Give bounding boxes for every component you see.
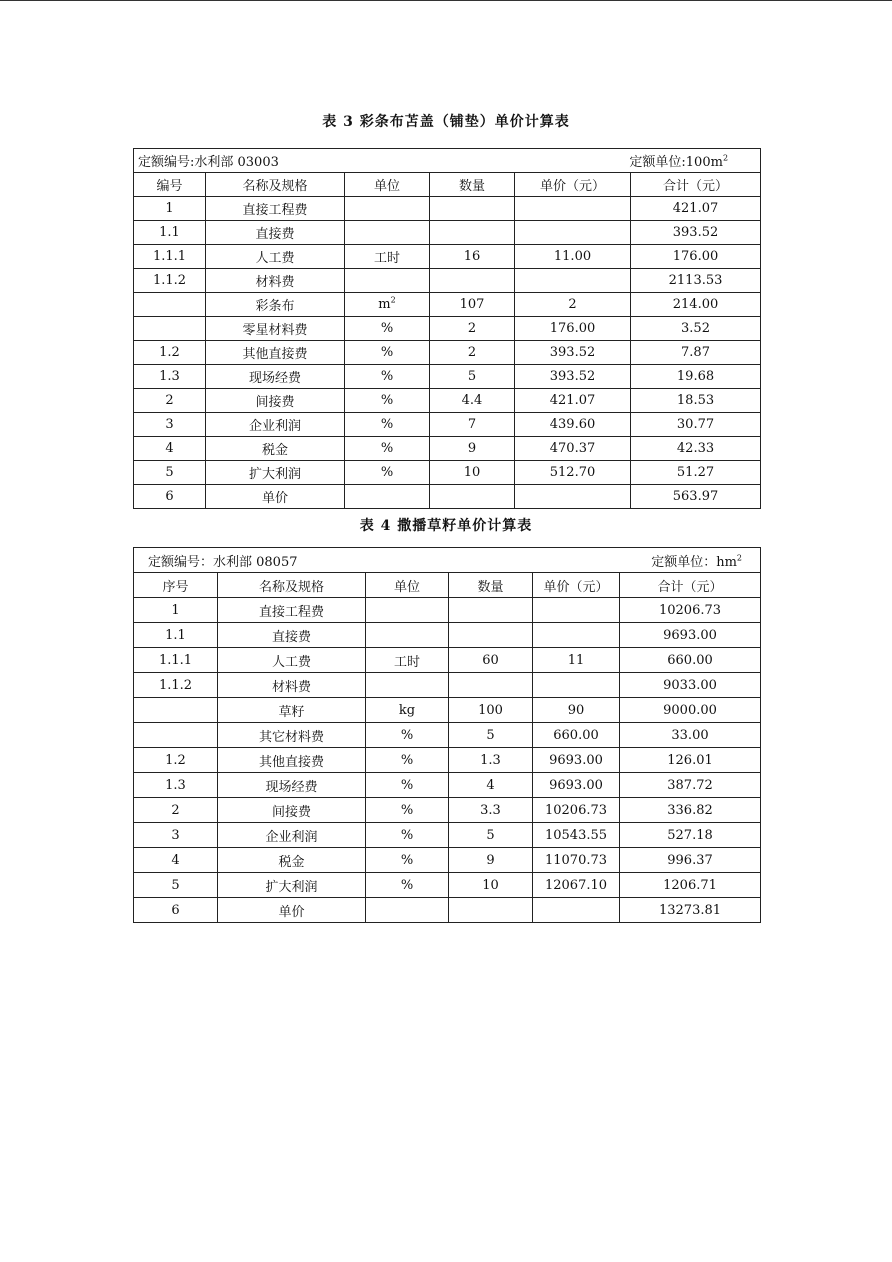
- table-row: [134, 413, 761, 437]
- table-row: [134, 798, 761, 823]
- cell-unit: [345, 365, 430, 389]
- cell-unit: [345, 197, 430, 221]
- cell-no: 3: [134, 823, 218, 848]
- cell-name: 材料费: [206, 269, 345, 293]
- table4-header-cell: 合计（元）: [620, 573, 761, 598]
- cell-qty: [449, 598, 533, 623]
- cell-qty: 2: [430, 341, 515, 365]
- cell-no: [134, 698, 218, 723]
- cell-name: 彩条布: [206, 293, 345, 317]
- cell-unit: [345, 413, 430, 437]
- cell-unit-text: %: [400, 827, 414, 843]
- cell-total: 176.00: [631, 245, 761, 269]
- cell-price: 11070.73: [533, 848, 620, 873]
- cell-name: 现场经费: [206, 365, 345, 389]
- table-row: [134, 221, 761, 245]
- cell-total: 9000.00: [620, 698, 761, 723]
- cell-no: 1.2: [134, 341, 206, 365]
- cell-name: 单价: [218, 898, 366, 923]
- cell-qty: 9: [449, 848, 533, 873]
- cell-unit: [345, 317, 430, 341]
- cell-unit: [366, 848, 449, 873]
- cell-qty: [449, 673, 533, 698]
- cell-unit: [366, 823, 449, 848]
- cell-unit: [345, 221, 430, 245]
- cell-price: 470.37: [515, 437, 631, 461]
- cell-total: 7.87: [631, 341, 761, 365]
- cell-price: [515, 197, 631, 221]
- cell-qty: 1.3: [449, 748, 533, 773]
- table-row: [134, 898, 761, 923]
- table4-caption: 表 4 撒播草籽单价计算表: [359, 518, 533, 534]
- table4-meta-row: [134, 548, 761, 573]
- cell-name: 其他直接费: [218, 748, 366, 773]
- table4-header-cell: 序号: [134, 573, 218, 598]
- cell-qty: 3.3: [449, 798, 533, 823]
- cell-price: 9693.00: [533, 773, 620, 798]
- table3-header-row: [134, 173, 761, 197]
- table3: [133, 148, 761, 509]
- cell-unit: [345, 485, 430, 509]
- cell-no: 4: [134, 848, 218, 873]
- table-row: [134, 673, 761, 698]
- table4-quota-unit-sup: 2: [736, 553, 743, 563]
- cell-no: 1.3: [134, 773, 218, 798]
- cell-qty: [449, 623, 533, 648]
- cell-total: 996.37: [620, 848, 761, 873]
- table3-quota-unit-text: 定额单位:100m: [629, 155, 723, 170]
- cell-qty: 4: [449, 773, 533, 798]
- table-row: [134, 317, 761, 341]
- table3-body: [134, 197, 761, 509]
- cell-unit-text: %: [380, 393, 394, 408]
- cell-qty: [430, 197, 515, 221]
- cell-unit: [345, 245, 430, 269]
- cell-price: 9693.00: [533, 748, 620, 773]
- cell-no: 1.1: [134, 221, 206, 245]
- cell-unit: [366, 898, 449, 923]
- cell-total: 387.72: [620, 773, 761, 798]
- table4-quota-no: 定额编号：水利部 08057: [148, 554, 298, 570]
- cell-unit-text: kg: [398, 702, 416, 718]
- table-row: [134, 485, 761, 509]
- cell-price: [515, 485, 631, 509]
- table-row: [134, 365, 761, 389]
- cell-qty: [430, 485, 515, 509]
- table-row: [134, 823, 761, 848]
- cell-price: [515, 221, 631, 245]
- table3-quota-no: 定额编号:水利部 03003: [138, 155, 279, 170]
- cell-unit-sup: 2: [390, 295, 396, 305]
- table3-caption: 表 3 彩条布苫盖（铺垫）单价计算表: [322, 114, 570, 130]
- table4-quota-unit: [651, 551, 742, 570]
- cell-qty: 5: [430, 365, 515, 389]
- cell-unit: [366, 698, 449, 723]
- cell-total: 336.82: [620, 798, 761, 823]
- cell-price: [533, 623, 620, 648]
- cell-no: [134, 723, 218, 748]
- cell-name: 单价: [206, 485, 345, 509]
- cell-qty: 16: [430, 245, 515, 269]
- table4-header-cell: 单价（元）: [533, 573, 620, 598]
- cell-total: 42.33: [631, 437, 761, 461]
- cell-unit: [366, 748, 449, 773]
- cell-name: 零星材料费: [206, 317, 345, 341]
- table3-quota-unit: [629, 151, 728, 170]
- cell-no: 4: [134, 437, 206, 461]
- table3-header-cell: 编号: [134, 173, 206, 197]
- cell-qty: 4.4: [430, 389, 515, 413]
- cell-price: 90: [533, 698, 620, 723]
- table-row: [134, 648, 761, 673]
- table-row: [134, 437, 761, 461]
- cell-unit: [345, 389, 430, 413]
- cell-no: 1.1.1: [134, 648, 218, 673]
- cell-total: 51.27: [631, 461, 761, 485]
- table-row: [134, 269, 761, 293]
- cell-total: 19.68: [631, 365, 761, 389]
- cell-no: 1.1: [134, 623, 218, 648]
- table-row: [134, 293, 761, 317]
- cell-name: 直接工程费: [206, 197, 345, 221]
- table-row: [134, 245, 761, 269]
- table-row: [134, 773, 761, 798]
- cell-price: 176.00: [515, 317, 631, 341]
- cell-unit: [366, 673, 449, 698]
- table3-meta-row: [134, 149, 761, 173]
- cell-unit-text: %: [380, 465, 394, 480]
- table-row: [134, 461, 761, 485]
- cell-unit-text: %: [400, 752, 414, 768]
- cell-total: 18.53: [631, 389, 761, 413]
- cell-no: [134, 317, 206, 341]
- cell-unit: [366, 773, 449, 798]
- cell-qty: 2: [430, 317, 515, 341]
- cell-qty: 107: [430, 293, 515, 317]
- cell-unit-text: %: [380, 369, 394, 384]
- cell-no: 1: [134, 197, 206, 221]
- cell-unit-text: %: [400, 777, 414, 793]
- table-row: [134, 197, 761, 221]
- table3-header-cell: 单位: [345, 173, 430, 197]
- cell-price: 421.07: [515, 389, 631, 413]
- cell-total: 9693.00: [620, 623, 761, 648]
- table-row: [134, 341, 761, 365]
- cell-name: 直接工程费: [218, 598, 366, 623]
- table3-header-cell: 单价（元）: [515, 173, 631, 197]
- cell-unit: [345, 341, 430, 365]
- cell-no: 1.1.1: [134, 245, 206, 269]
- cell-qty: 10: [449, 873, 533, 898]
- cell-name: 企业利润: [206, 413, 345, 437]
- cell-qty: [449, 898, 533, 923]
- cell-name: 现场经费: [218, 773, 366, 798]
- cell-no: 1: [134, 598, 218, 623]
- table-row: [134, 698, 761, 723]
- cell-no: 6: [134, 485, 206, 509]
- cell-unit: [345, 269, 430, 293]
- table-row: [134, 598, 761, 623]
- cell-unit: [366, 723, 449, 748]
- table4-header-row: [134, 573, 761, 598]
- cell-unit-text: %: [400, 852, 414, 868]
- cell-qty: 100: [449, 698, 533, 723]
- cell-total: 527.18: [620, 823, 761, 848]
- cell-no: 1.1.2: [134, 269, 206, 293]
- cell-total: 393.52: [631, 221, 761, 245]
- cell-unit-text: %: [400, 802, 414, 818]
- table4-header-cell: 单位: [366, 573, 449, 598]
- cell-no: 1.2: [134, 748, 218, 773]
- cell-price: 439.60: [515, 413, 631, 437]
- cell-qty: 5: [449, 723, 533, 748]
- cell-no: 1.1.2: [134, 673, 218, 698]
- cell-total: 33.00: [620, 723, 761, 748]
- table-row: [134, 748, 761, 773]
- cell-qty: [430, 269, 515, 293]
- cell-total: 214.00: [631, 293, 761, 317]
- cell-qty: 5: [449, 823, 533, 848]
- cell-qty: 7: [430, 413, 515, 437]
- cell-total: 563.97: [631, 485, 761, 509]
- cell-name: 其它材料费: [218, 723, 366, 748]
- cell-name: 税金: [206, 437, 345, 461]
- cell-price: 10206.73: [533, 798, 620, 823]
- cell-price: [515, 269, 631, 293]
- cell-price: 10543.55: [533, 823, 620, 848]
- cell-price: 393.52: [515, 365, 631, 389]
- cell-unit-text: %: [380, 417, 394, 432]
- cell-unit-text: %: [380, 441, 394, 456]
- table3-header-cell: 名称及规格: [206, 173, 345, 197]
- cell-no: 6: [134, 898, 218, 923]
- cell-price: [533, 598, 620, 623]
- cell-price: 11: [533, 648, 620, 673]
- cell-no: 5: [134, 461, 206, 485]
- cell-unit-text: %: [400, 877, 414, 893]
- table4-meta-cell: [134, 548, 761, 573]
- table-row: [134, 723, 761, 748]
- cell-price: 11.00: [515, 245, 631, 269]
- cell-unit: [366, 623, 449, 648]
- cell-total: 13273.81: [620, 898, 761, 923]
- cell-no: 1.3: [134, 365, 206, 389]
- table4: [133, 547, 761, 923]
- cell-no: 3: [134, 413, 206, 437]
- table4-header-cell: 数量: [449, 573, 533, 598]
- cell-price: 393.52: [515, 341, 631, 365]
- cell-total: 660.00: [620, 648, 761, 673]
- table4-header-cell: 名称及规格: [218, 573, 366, 598]
- cell-unit: [366, 598, 449, 623]
- table3-quota-unit-sup: 2: [722, 153, 729, 163]
- cell-unit-text: %: [400, 727, 414, 743]
- cell-unit-text: m: [378, 297, 391, 312]
- cell-name: 间接费: [218, 798, 366, 823]
- cell-name: 人工费: [218, 648, 366, 673]
- cell-name: 直接费: [206, 221, 345, 245]
- cell-unit: [345, 437, 430, 461]
- cell-name: 扩大利润: [218, 873, 366, 898]
- cell-price: 12067.10: [533, 873, 620, 898]
- cell-price: 512.70: [515, 461, 631, 485]
- table-row: [134, 848, 761, 873]
- table4-body: [134, 598, 761, 923]
- cell-price: 660.00: [533, 723, 620, 748]
- cell-name: 间接费: [206, 389, 345, 413]
- cell-unit-text: 工时: [393, 654, 420, 670]
- cell-no: 5: [134, 873, 218, 898]
- cell-total: 3.52: [631, 317, 761, 341]
- cell-no: 2: [134, 798, 218, 823]
- cell-qty: 9: [430, 437, 515, 461]
- table-row: [134, 873, 761, 898]
- cell-name: 税金: [218, 848, 366, 873]
- cell-total: 10206.73: [620, 598, 761, 623]
- cell-unit: [366, 873, 449, 898]
- cell-total: 2113.53: [631, 269, 761, 293]
- cell-unit: [366, 648, 449, 673]
- cell-name: 人工费: [206, 245, 345, 269]
- cell-price: [533, 673, 620, 698]
- cell-qty: [430, 221, 515, 245]
- cell-price: [533, 898, 620, 923]
- cell-no: 2: [134, 389, 206, 413]
- cell-name: 其他直接费: [206, 341, 345, 365]
- table3-header-cell: 合计（元）: [631, 173, 761, 197]
- table3-header-cell: 数量: [430, 173, 515, 197]
- cell-qty: 10: [430, 461, 515, 485]
- cell-name: 材料费: [218, 673, 366, 698]
- table3-meta-cell: [134, 149, 761, 173]
- cell-total: 126.01: [620, 748, 761, 773]
- cell-unit-text: 工时: [373, 251, 400, 266]
- cell-total: 9033.00: [620, 673, 761, 698]
- cell-total: 30.77: [631, 413, 761, 437]
- cell-name: 草籽: [218, 698, 366, 723]
- top-rule: [0, 0, 892, 1]
- cell-unit-text: %: [380, 321, 394, 336]
- cell-name: 直接费: [218, 623, 366, 648]
- cell-unit: [345, 293, 430, 317]
- cell-unit-text: %: [380, 345, 394, 360]
- cell-name: 扩大利润: [206, 461, 345, 485]
- table-row: [134, 389, 761, 413]
- cell-qty: 60: [449, 648, 533, 673]
- cell-total: 1206.71: [620, 873, 761, 898]
- cell-unit: [366, 798, 449, 823]
- table4-quota-unit-text: 定额单位：hm: [651, 554, 737, 570]
- cell-name: 企业利润: [218, 823, 366, 848]
- table-row: [134, 623, 761, 648]
- cell-price: 2: [515, 293, 631, 317]
- cell-unit: [345, 461, 430, 485]
- cell-total: 421.07: [631, 197, 761, 221]
- cell-no: [134, 293, 206, 317]
